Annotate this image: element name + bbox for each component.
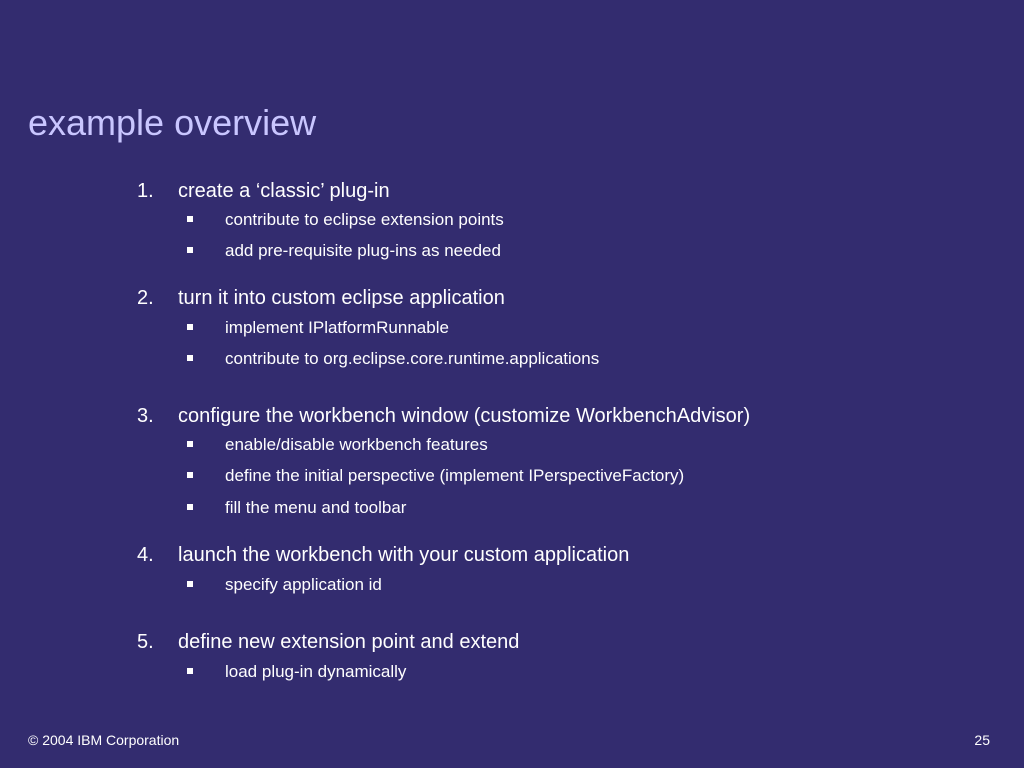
step-number: 5. [137, 631, 154, 653]
square-bullet-icon [187, 504, 193, 510]
step-item [0, 630, 1024, 654]
step-item [0, 179, 1024, 203]
sub-bullet-item [0, 434, 1024, 456]
step-item [0, 404, 1024, 428]
sub-bullet-item [0, 574, 1024, 596]
sub-bullet-text: define the initial perspective (implement IPerspectiveFactory) [225, 466, 685, 485]
page-number: 25 [974, 732, 990, 748]
square-bullet-icon [187, 216, 193, 222]
sub-bullet-item [0, 209, 1024, 231]
sub-bullet-text: enable/disable workbench features [225, 435, 488, 454]
sub-bullet-text: contribute to eclipse extension points [225, 210, 504, 229]
step-number: 4. [137, 544, 154, 566]
step-text: create a ‘classic’ plug-in [178, 180, 390, 202]
step-text: configure the workbench window (customize WorkbenchAdvisor) [178, 405, 751, 427]
sub-bullet-text: add pre-requisite plug-ins as needed [225, 241, 501, 260]
square-bullet-icon [187, 324, 193, 330]
sub-bullet-item [0, 240, 1024, 262]
sub-bullet-item [0, 348, 1024, 370]
sub-bullet-text: specify application id [225, 575, 382, 594]
step-number: 3. [137, 405, 154, 427]
sub-bullet-item [0, 497, 1024, 519]
slide-title: example overview [28, 102, 317, 143]
step-text: launch the workbench with your custom application [178, 544, 630, 566]
sub-bullet-text: implement IPlatformRunnable [225, 318, 449, 337]
step-text: turn it into custom eclipse application [178, 287, 505, 309]
square-bullet-icon [187, 355, 193, 361]
sub-bullet-item [0, 661, 1024, 683]
step-item [0, 286, 1024, 310]
step-item [0, 543, 1024, 567]
square-bullet-icon [187, 668, 193, 674]
step-number: 1. [137, 180, 154, 202]
step-text: define new extension point and extend [178, 631, 520, 653]
square-bullet-icon [187, 247, 193, 253]
step-number: 2. [137, 287, 154, 309]
sub-bullet-text: load plug-in dynamically [225, 662, 407, 681]
footer-copyright: © 2004 IBM Corporation [28, 732, 180, 748]
square-bullet-icon [187, 441, 193, 447]
sub-bullet-text: contribute to org.eclipse.core.runtime.applications [225, 349, 600, 368]
sub-bullet-item [0, 465, 1024, 487]
sub-bullet-text: fill the menu and toolbar [225, 498, 407, 517]
sub-bullet-item [0, 317, 1024, 339]
square-bullet-icon [187, 472, 193, 478]
square-bullet-icon [187, 581, 193, 587]
